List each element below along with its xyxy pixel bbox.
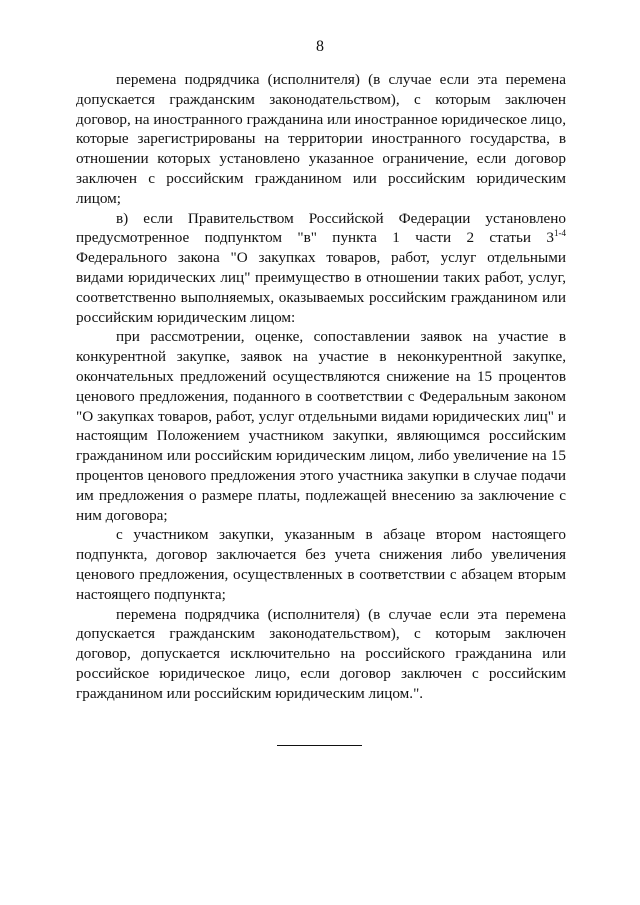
article-superscript: 1-4 <box>554 228 566 239</box>
paragraph-contractor-change-foreign: перемена подрядчика (исполнителя) (в случае если эта перемена допускается гражданским законодательством), с которым заключен договор, на иностранного гражданина или иностранное юридическое лицо, которые зарегистрированы на территории иностранного государства, в отношении которых установлено указанное ограничение, если договор заключен с российским гражданином или российским юридическим лицом; <box>76 71 566 207</box>
paragraph-contract-without-adjustment: с участником закупки, указанным в абзаце втором настоящего подпункта, договор заключается без учета снижения либо увеличения ценового предложения, осуществленных в соответствии с абзацем вторым настоящего подпункта; <box>76 526 566 603</box>
subitem-v-text-end: Федерального закона "О закупках товаров, работ, услуг отдельными видами юридических лиц" преимущество в отношении таких работ, услуг, соответственно выполняемых, оказываемых российским гражданином или российским юридическим лицом: <box>76 249 566 326</box>
paragraph-contractor-change-russian: перемена подрядчика (исполнителя) (в случае если эта перемена допускается гражданским законодательством), с которым заключен договор, допускается исключительно на российского гражданина или российское юридическое лицо, если договор заключен с российским гражданином или российским юридическим лицом.". <box>76 605 566 702</box>
end-of-text-rule <box>277 745 362 746</box>
document-body <box>76 70 566 704</box>
subitem-v-text-start: в) если Правительством Российской Федерации установлено предусмотренное подпунктом "в" пункта 1 части 2 статьи 3 <box>76 209 566 247</box>
paragraph-price-adjustment: при рассмотрении, оценке, сопоставлении заявок на участие в конкурентной закупке, заявок на участие в неконкурентной закупке, окончательных предложений осуществляются снижение на 15 процентов ценового предложения, поданного в соответствии с Федеральным законом "О закупках товаров, работ, услуг отдельными видами юридических лиц" и настоящим Положением участником закупки, являющимся российским гражданином или российским юридическим лицом, либо увеличение на 15 процентов ценового предложения этого участника закупки в случае подачи им предложения о размере платы, подлежащей внесению за заключение с ним договора; <box>76 328 566 524</box>
paragraph-subitem-v <box>76 209 566 328</box>
page-number: 8 <box>316 38 324 55</box>
